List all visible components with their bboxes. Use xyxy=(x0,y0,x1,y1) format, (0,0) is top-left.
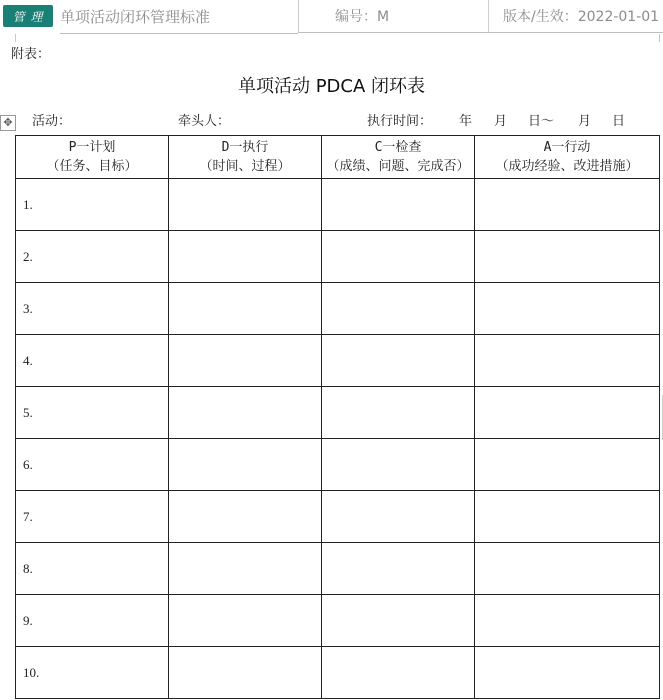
day-range-label: 日～ xyxy=(528,114,555,129)
do-cell[interactable] xyxy=(169,179,322,231)
header-doc-code xyxy=(298,0,488,33)
check-cell[interactable] xyxy=(322,283,475,335)
act-cell[interactable] xyxy=(475,647,660,699)
check-cell[interactable] xyxy=(322,543,475,595)
col-plan-title: P一计划 xyxy=(68,140,116,155)
check-cell[interactable] xyxy=(322,439,475,491)
header-version xyxy=(488,0,663,33)
col-check-header xyxy=(322,136,475,179)
col-do-subtitle: （时间、过程） xyxy=(199,159,291,174)
pdca-table xyxy=(15,135,660,699)
page-header xyxy=(0,0,663,34)
act-cell[interactable] xyxy=(475,387,660,439)
lead-label: 牵头人： xyxy=(178,114,231,129)
row-number: 2. xyxy=(16,231,169,283)
row-number: 7. xyxy=(16,491,169,543)
check-cell[interactable] xyxy=(322,179,475,231)
do-cell[interactable] xyxy=(169,387,322,439)
table-row xyxy=(16,179,660,231)
act-cell[interactable] xyxy=(475,543,660,595)
do-cell[interactable] xyxy=(169,283,322,335)
time-label: 执行时间： xyxy=(367,114,433,129)
month-label-start: 月 xyxy=(494,114,508,129)
check-cell[interactable] xyxy=(322,387,475,439)
act-cell[interactable] xyxy=(475,439,660,491)
do-cell[interactable] xyxy=(169,231,322,283)
table-row xyxy=(16,283,660,335)
appendix-label: 附表： xyxy=(11,47,51,62)
day-label-end: 日 xyxy=(612,114,626,129)
do-cell[interactable] xyxy=(169,335,322,387)
check-cell[interactable] xyxy=(322,647,475,699)
act-cell[interactable] xyxy=(475,335,660,387)
table-row xyxy=(16,491,660,543)
col-check-title: C一检查 xyxy=(374,140,422,155)
move-cross-icon[interactable]: ✥ xyxy=(0,115,16,131)
col-check-subtitle: （成绩、问题、完成否） xyxy=(326,159,470,174)
version-text: 版本/生效：2022-01-01 xyxy=(503,9,660,25)
table-row xyxy=(16,595,660,647)
do-cell[interactable] xyxy=(169,647,322,699)
check-cell[interactable] xyxy=(322,491,475,543)
year-label: 年 xyxy=(459,114,473,129)
table-row xyxy=(16,335,660,387)
row-number: 3. xyxy=(16,283,169,335)
do-cell[interactable] xyxy=(169,595,322,647)
act-cell[interactable] xyxy=(475,283,660,335)
col-act-subtitle: （成功经验、改进措施） xyxy=(495,159,639,174)
col-do-header xyxy=(169,136,322,179)
brand-logo: 管 理 xyxy=(3,5,53,27)
header-doc-title: 单项活动闭环管理标准 xyxy=(60,0,298,34)
col-do-title: D一执行 xyxy=(221,140,269,155)
table-row xyxy=(16,231,660,283)
act-cell[interactable] xyxy=(475,179,660,231)
check-cell[interactable] xyxy=(322,231,475,283)
table-row xyxy=(16,439,660,491)
do-cell[interactable] xyxy=(169,439,322,491)
act-cell[interactable] xyxy=(475,491,660,543)
act-cell[interactable] xyxy=(475,231,660,283)
do-cell[interactable] xyxy=(169,543,322,595)
row-number: 1. xyxy=(16,179,169,231)
row-number: 6. xyxy=(16,439,169,491)
doc-code-text: 编号：M xyxy=(335,9,390,25)
table-row xyxy=(16,647,660,699)
form-title: 单项活动 PDCA 闭环表 xyxy=(237,76,426,97)
col-act-header xyxy=(475,136,660,179)
pdca-body xyxy=(16,179,660,699)
month-label-end: 月 xyxy=(578,114,592,129)
table-row xyxy=(16,387,660,439)
row-number: 10. xyxy=(16,647,169,699)
row-number: 4. xyxy=(16,335,169,387)
col-plan-header xyxy=(16,136,169,179)
act-cell[interactable] xyxy=(475,595,660,647)
check-cell[interactable] xyxy=(322,595,475,647)
col-act-title: A一行动 xyxy=(543,140,591,155)
margin-tick xyxy=(659,34,660,42)
do-cell[interactable] xyxy=(169,491,322,543)
table-row xyxy=(16,543,660,595)
pdca-header-row xyxy=(16,136,660,179)
check-cell[interactable] xyxy=(322,335,475,387)
row-number: 9. xyxy=(16,595,169,647)
row-number: 5. xyxy=(16,387,169,439)
margin-tick xyxy=(15,34,16,42)
row-number: 8. xyxy=(16,543,169,595)
activity-label: 活动： xyxy=(32,114,72,129)
col-plan-subtitle: （任务、目标） xyxy=(46,159,138,174)
